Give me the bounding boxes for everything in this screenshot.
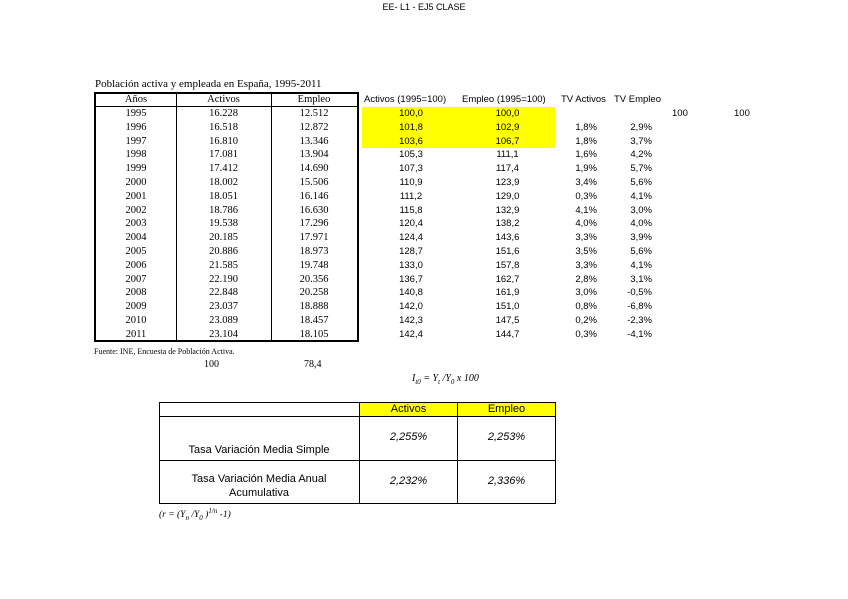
year-cell: 2002 <box>125 204 147 216</box>
tv-empleo-cell: 4,0% <box>630 218 652 230</box>
tv-empleo-cell: 5,7% <box>630 163 652 175</box>
empleo-cell: 13.346 <box>299 135 329 147</box>
empleo-cell: 15.506 <box>299 177 329 188</box>
activos-index-cell: 110,9 <box>399 177 423 188</box>
page-header: EE- L1 - EJ5 CLASE <box>382 2 466 12</box>
activos-cell: 22.190 <box>209 273 238 285</box>
year-cell: 2004 <box>125 232 147 244</box>
activos-index-cell: 133,0 <box>399 259 423 271</box>
activos-cell: 19.538 <box>209 218 238 230</box>
activos-cell: 16.810 <box>209 135 238 147</box>
tv-activos-cell: 3,3% <box>575 232 597 244</box>
empleo-index-cell: 157,8 <box>495 259 520 271</box>
tv-activos-cell: 1,8% <box>575 135 597 147</box>
empleo-cell: 18.973 <box>299 246 329 257</box>
tv-empleo-cell: 4,2% <box>630 149 652 161</box>
empleo-cell: 18.105 <box>299 328 329 340</box>
tv-activos-cell: 3,4% <box>575 177 597 188</box>
simple-rate-label: Tasa Variación Media Simple <box>188 444 330 456</box>
tv-empleo-cell: -2,3% <box>627 315 652 326</box>
tv-activos-header: TV Activos <box>561 94 606 105</box>
cumulative-rate-label-2: Acumulativa <box>229 487 289 499</box>
tv-empleo-cell: 4,1% <box>630 190 652 202</box>
activos-cell: 18.786 <box>209 204 238 216</box>
year-cell: 1999 <box>125 163 147 175</box>
rates-table <box>159 402 556 504</box>
empleo-cell: 17.971 <box>299 232 329 244</box>
tv-activos-cell: 0,8% <box>575 301 597 313</box>
year-cell: 1997 <box>125 135 147 147</box>
tv-empleo-cell: 3,7% <box>630 135 652 147</box>
tv-activos-cell <box>563 107 597 121</box>
activos-index-cell: 115,8 <box>399 204 423 216</box>
empleo-index-cell: 138,2 <box>495 218 520 230</box>
tv-empleo-cell <box>618 107 652 121</box>
empleo-cell: 19.748 <box>299 259 329 271</box>
tv-empleo-cell: -6,8% <box>627 301 652 313</box>
activos-cell: 17.412 <box>209 163 238 175</box>
empleo-cell: 16.630 <box>299 204 329 216</box>
empleo-index-header: Empleo (1995=100) <box>462 94 546 105</box>
year-cell: 2005 <box>125 246 147 257</box>
year-cell: 2001 <box>125 190 147 202</box>
empleo-cell: 12.512 <box>299 108 329 119</box>
activos-cell: 23.037 <box>209 301 238 313</box>
empleo-cell: 20.258 <box>299 287 329 299</box>
activos-cell: 16.518 <box>209 121 238 133</box>
activos-cell: 18.051 <box>209 190 238 202</box>
empleo-index-cell: 123,9 <box>495 177 520 188</box>
activos-index-cell: 111,2 <box>399 190 423 202</box>
activos-index-cell: 105,3 <box>399 149 423 161</box>
empleo-index-cell: 161,9 <box>495 287 520 299</box>
empleo-index-cell: 132,9 <box>495 204 520 216</box>
simple-rate-activos: 2,255% <box>389 431 428 443</box>
empleo-index-cell: 144,7 <box>495 328 520 340</box>
year-cell: 1995 <box>125 108 147 119</box>
tv-empleo-cell: 3,1% <box>630 273 652 285</box>
tv-activos-cell: 0,3% <box>575 190 597 202</box>
activos-cell: 20.886 <box>209 246 238 257</box>
cumulative-rate-empleo: 2,336% <box>487 475 526 487</box>
year-cell: 1996 <box>125 121 147 133</box>
activos-index-header: Activos (1995=100) <box>364 94 447 105</box>
empleo-header: Empleo <box>297 94 331 105</box>
year-cell: 2006 <box>125 259 147 271</box>
empleo-cell: 17.296 <box>299 218 329 230</box>
activos-cell: 16.228 <box>209 108 238 119</box>
below-value-activos: 100 <box>204 359 219 370</box>
activos-cell: 17.081 <box>209 149 238 161</box>
activos-index-cell: 142,3 <box>399 315 423 326</box>
activos-index-cell: 140,8 <box>399 287 423 299</box>
tv-activos-cell: 1,9% <box>575 163 597 175</box>
tv-empleo-cell: 4,1% <box>630 259 652 271</box>
extra-value-2: 100 <box>734 108 750 119</box>
empleo-index-cell: 151,6 <box>495 246 520 257</box>
empleo-index-cell: 147,5 <box>495 315 520 326</box>
tv-activos-cell: 4,1% <box>575 204 597 216</box>
cumulative-rate-activos: 2,232% <box>389 475 428 487</box>
empleo-index-cell: 117,4 <box>495 163 520 175</box>
activos-header: Activos <box>207 94 240 105</box>
empleo-index-cell: 102,9 <box>460 121 555 135</box>
tv-activos-cell: 3,5% <box>575 246 597 257</box>
activos-cell: 23.089 <box>209 315 238 326</box>
activos-index-cell: 142,0 <box>399 301 423 313</box>
tv-activos-cell: 3,0% <box>575 287 597 299</box>
tv-empleo-cell: -0,5% <box>627 287 652 299</box>
index-formula: $I_{t0} = Y_t$ $/Y_0$ x 100 <box>412 373 479 386</box>
activos-index-cell: 107,3 <box>399 163 423 175</box>
empleo-cell: 13.904 <box>299 149 329 161</box>
activos-cell: 18.002 <box>209 177 238 188</box>
empleo-cell: 18.888 <box>299 301 329 313</box>
activos-cell: 20.185 <box>209 232 238 244</box>
year-cell: 1998 <box>125 149 147 161</box>
empleo-index-cell: 143,6 <box>495 232 520 244</box>
year-cell: 2011 <box>125 328 147 340</box>
empleo-index-cell: 162,7 <box>495 273 520 285</box>
empleo-index-cell: 151,0 <box>495 301 520 313</box>
simple-rate-empleo: 2,253% <box>487 431 526 443</box>
tv-empleo-cell: 5,6% <box>630 177 652 188</box>
activos-index-cell: 103,6 <box>362 135 460 149</box>
activos-index-cell: 100,0 <box>362 107 460 121</box>
empleo-index-cell: 100,0 <box>460 107 555 121</box>
tv-empleo-cell: 2,9% <box>630 121 652 133</box>
tv-activos-cell: 3,3% <box>575 259 597 271</box>
empleo-cell: 20.356 <box>299 273 329 285</box>
year-cell: 2000 <box>125 177 147 188</box>
empleo-cell: 12.872 <box>299 121 329 133</box>
below-value-empleo: 78,4 <box>304 359 322 370</box>
empleo-cell: 14.690 <box>299 163 329 175</box>
tv-empleo-cell: -4,1% <box>627 328 652 340</box>
activos-cell: 23.104 <box>209 328 238 340</box>
tv-empleo-header: TV Empleo <box>614 94 661 105</box>
tv-activos-cell: 1,8% <box>575 121 597 133</box>
empleo-cell: 16.146 <box>299 190 329 202</box>
year-cell: 2007 <box>125 273 147 285</box>
cumulative-rate-label-1: Tasa Variación Media Anual <box>191 473 327 485</box>
year-cell: 2010 <box>125 315 147 326</box>
activos-index-cell: 120,4 <box>399 218 423 230</box>
year-cell: 2003 <box>125 218 147 230</box>
tv-activos-cell: 2,8% <box>575 273 597 285</box>
activos-cell: 21.585 <box>209 259 238 271</box>
rate-formula: ($r = (Y_n$ $/Y_0$ )$^{1/n}$ -1) <box>159 507 231 523</box>
extra-value-1: 100 <box>672 108 688 119</box>
year-cell: 2008 <box>125 287 147 299</box>
activos-index-cell: 101,8 <box>362 121 460 135</box>
activos-cell: 22.848 <box>209 287 238 299</box>
rates-header-empleo: Empleo <box>487 403 526 415</box>
tv-activos-cell: 1,6% <box>575 149 597 161</box>
rates-header-activos: Activos <box>390 403 427 415</box>
tv-activos-cell: 4,0% <box>575 218 597 230</box>
year-header: Años <box>124 94 148 105</box>
tv-activos-cell: 0,2% <box>575 315 597 326</box>
year-cell: 2009 <box>125 301 147 313</box>
source-note: Fuente: INE, Encuesta de Población Activa. <box>94 347 235 356</box>
empleo-index-cell: 106,7 <box>460 135 555 149</box>
tv-empleo-cell: 3,0% <box>630 204 652 216</box>
tv-activos-cell: 0,3% <box>575 328 597 340</box>
tv-empleo-cell: 3,9% <box>630 232 652 244</box>
empleo-index-cell: 111,1 <box>496 149 519 161</box>
table-title: Población activa y empleada en España, 1995-2011 <box>95 78 322 90</box>
activos-index-cell: 128,7 <box>399 246 423 257</box>
activos-index-cell: 124,4 <box>399 232 423 244</box>
activos-index-cell: 136,7 <box>399 273 423 285</box>
empleo-index-cell: 129,0 <box>495 190 520 202</box>
activos-index-cell: 142,4 <box>399 328 423 340</box>
population-table <box>94 92 359 342</box>
tv-empleo-cell: 5,6% <box>630 246 652 257</box>
empleo-cell: 18.457 <box>299 315 329 326</box>
